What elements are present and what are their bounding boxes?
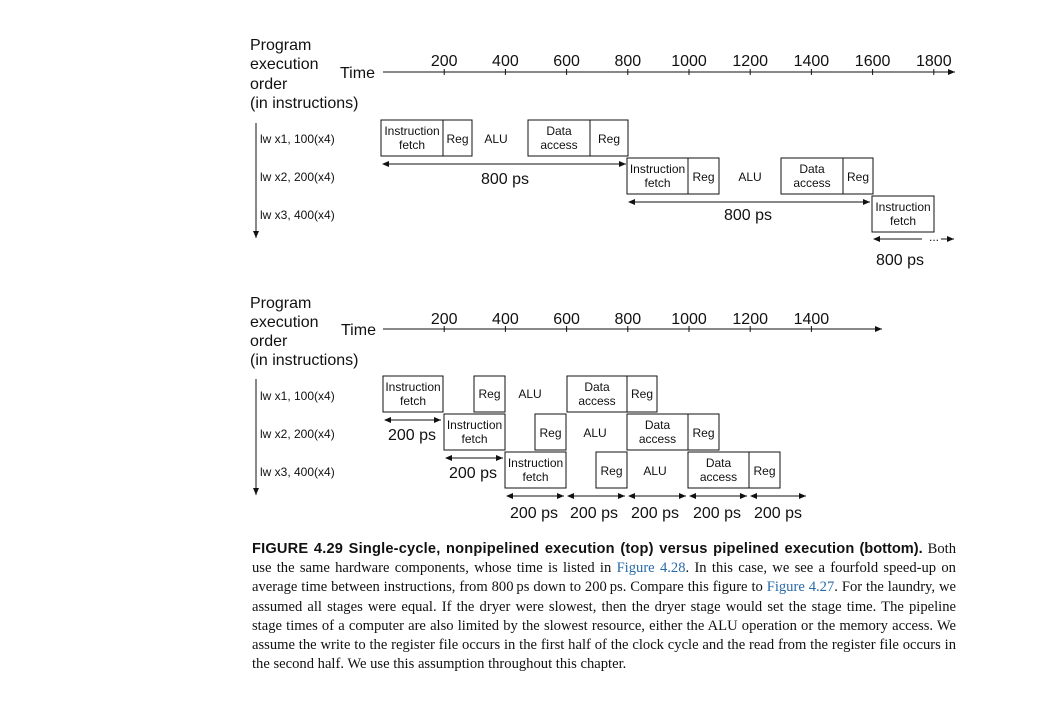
bottom-i1-alu-label: ALU bbox=[518, 387, 542, 401]
bottom-tick-label-400: 400 bbox=[492, 311, 519, 328]
top-order-label-line-4: (in instructions) bbox=[250, 95, 359, 112]
top-i2-reg-write-label: Reg bbox=[846, 170, 870, 184]
top-i3-ifetch-label-2: fetch bbox=[889, 214, 917, 228]
bottom-tick-label-600: 600 bbox=[553, 311, 580, 328]
top-i1-reg-read-label: Reg bbox=[446, 132, 469, 146]
top-instr-1-stages bbox=[381, 120, 628, 156]
top-order-label-line-2: execution bbox=[250, 56, 319, 73]
bottom-stage-time-label-2: 200 ps bbox=[569, 505, 619, 522]
top-instruction-1: lw x1, 100(x4) bbox=[260, 132, 335, 146]
bottom-i3-ifetch-label-2: fetch bbox=[522, 470, 549, 484]
bottom-tick-label-1200: 1200 bbox=[732, 311, 768, 328]
bottom-i3-dmem-label-1: Data bbox=[705, 456, 732, 470]
top-i1-ifetch-label-2: fetch bbox=[398, 138, 426, 152]
top-tick-label-200: 200 bbox=[430, 53, 458, 70]
top-instr-3-stages bbox=[872, 196, 934, 232]
bottom-i3-dmem-label-2: access bbox=[699, 470, 738, 484]
bottom-i1-dmem-label-1: Data bbox=[584, 380, 610, 394]
top-i2-duration-label: 800 ps bbox=[723, 207, 773, 224]
bottom-stage-time-label-5: 200 ps bbox=[753, 505, 803, 522]
top-i2-ifetch-label-1: Instruction bbox=[629, 162, 686, 176]
bottom-instruction-3: lw x3, 400(x4) bbox=[260, 465, 335, 479]
top-i2-ifetch-label-2: fetch bbox=[644, 176, 671, 190]
top-order-label-line-1: Program bbox=[250, 37, 312, 54]
bottom-i2-ifetch-label-2: fetch bbox=[461, 432, 488, 446]
top-instruction-3: lw x3, 400(x4) bbox=[260, 208, 335, 222]
bottom-i1-reg-read-label: Reg bbox=[478, 387, 501, 401]
bottom-time-label: Time bbox=[341, 322, 376, 339]
caption-link-figure-4-28[interactable]: Figure 4.28 bbox=[616, 560, 686, 577]
bottom-i1-duration-label: 200 ps bbox=[387, 427, 437, 444]
top-i2-alu-label: ALU bbox=[738, 170, 762, 184]
bottom-i1-ifetch-label-1: Instruction bbox=[385, 380, 441, 394]
top-i1-dmem-label-2: access bbox=[540, 138, 578, 152]
top-i2-reg-read-label: Reg bbox=[692, 170, 715, 184]
figure-caption bbox=[252, 540, 956, 674]
top-diagram bbox=[250, 37, 955, 269]
bottom-i3-reg-read-label: Reg bbox=[600, 464, 623, 478]
bottom-i2-dmem-label-1: Data bbox=[644, 418, 671, 432]
top-i3-ifetch-label-1: Instruction bbox=[875, 200, 931, 214]
top-tick-label-400: 400 bbox=[492, 53, 519, 70]
bottom-stage-time-arrows bbox=[507, 496, 806, 522]
bottom-i2-duration-label: 200 ps bbox=[448, 465, 498, 482]
bottom-stage-time-label-1: 200 ps bbox=[509, 505, 559, 522]
bottom-tick-label-200: 200 bbox=[430, 311, 458, 328]
caption-body-2: . In this case, we see a fourfold speed-up on average time between instructions, from 800 ps down to 200 ps. Compare this figure to bbox=[252, 560, 956, 596]
bottom-instr-3-stages bbox=[505, 452, 780, 488]
top-i1-reg-write-label: Reg bbox=[597, 132, 621, 146]
top-tick-label-800: 800 bbox=[614, 53, 642, 70]
bottom-i3-reg-write-label: Reg bbox=[753, 464, 776, 478]
bottom-i3-alu-label: ALU bbox=[643, 464, 667, 478]
bottom-order-label-line-3: order bbox=[250, 333, 288, 350]
bottom-diagram bbox=[250, 295, 882, 522]
bottom-order-label-line-1: Program bbox=[250, 295, 312, 312]
bottom-i2-reg-write-label: Reg bbox=[692, 426, 715, 440]
top-order-label-line-3: order bbox=[250, 76, 288, 93]
bottom-i2-reg-read-label: Reg bbox=[539, 426, 562, 440]
caption-link-figure-4-27[interactable]: Figure 4.27 bbox=[766, 579, 835, 596]
bottom-i3-ifetch-label-1: Instruction bbox=[507, 456, 564, 470]
top-tick-label-1600: 1600 bbox=[854, 53, 891, 70]
top-i3-duration-label: 800 ps bbox=[875, 252, 925, 269]
bottom-order-label-line-4: (in instructions) bbox=[250, 352, 359, 369]
top-tick-label-1400: 1400 bbox=[793, 53, 830, 70]
top-i1-duration-label: 800 ps bbox=[480, 171, 530, 188]
bottom-instr-2-stages bbox=[444, 414, 719, 450]
bottom-i1-ifetch-label-2: fetch bbox=[399, 394, 427, 408]
bottom-i1-dmem-label-2: access bbox=[578, 394, 616, 408]
bottom-instr-1-stages bbox=[383, 376, 657, 412]
top-tick-label-1800: 1800 bbox=[916, 53, 952, 70]
caption-body-3: . For the laundry, we assumed all stages were equal. If the dryer were slowest, then the dryer stage would set the stage time. The pipeline stage times of a computer are also limited by the slowest resource, either the ALU operation or the memory access. We assume the write to the register file occurs in the first half of the clock cycle and the read from the register file occurs in the second half. We use this assumption throughout this chapter. bbox=[252, 579, 956, 673]
bottom-order-label-line-2: execution bbox=[250, 314, 319, 331]
bottom-stage-time-label-4: 200 ps bbox=[692, 505, 742, 522]
caption-title: FIGURE 4.29 Single-cycle, nonpipelined execution (top) versus pipelined execution bbox=[252, 541, 855, 557]
top-instruction-2: lw x2, 200(x4) bbox=[260, 170, 335, 184]
bottom-i2-ifetch-label-1: Instruction bbox=[446, 418, 503, 432]
bottom-tick-label-800: 800 bbox=[614, 311, 642, 328]
bottom-stage-time-label-3: 200 ps bbox=[630, 505, 680, 522]
top-i2-dmem-label-1: Data bbox=[799, 162, 825, 176]
top-i1-dmem-label-1: Data bbox=[546, 124, 572, 138]
top-tick-label-1000: 1000 bbox=[671, 53, 707, 70]
top-i1-alu-label: ALU bbox=[484, 132, 508, 146]
bottom-tick-label-1400: 1400 bbox=[793, 311, 830, 328]
caption-subtitle: (bottom). bbox=[859, 541, 923, 557]
bottom-instruction-1: lw x1, 100(x4) bbox=[260, 389, 335, 403]
top-time-label: Time bbox=[340, 65, 375, 82]
top-i3-continuation-dots: ... bbox=[929, 230, 940, 244]
bottom-i2-dmem-label-2: access bbox=[638, 432, 677, 446]
top-tick-label-1200: 1200 bbox=[732, 53, 768, 70]
top-instr-2-stages bbox=[627, 158, 873, 194]
top-i2-dmem-label-2: access bbox=[793, 176, 831, 190]
top-tick-label-600: 600 bbox=[553, 53, 580, 70]
bottom-i1-reg-write-label: Reg bbox=[630, 387, 654, 401]
bottom-tick-label-1000: 1000 bbox=[671, 311, 707, 328]
bottom-i2-alu-label: ALU bbox=[583, 426, 607, 440]
top-i1-ifetch-label-1: Instruction bbox=[384, 124, 440, 138]
bottom-instruction-2: lw x2, 200(x4) bbox=[260, 427, 335, 441]
caption-body-1: Both use the same hardware components, whose time is listed in bbox=[252, 541, 956, 577]
